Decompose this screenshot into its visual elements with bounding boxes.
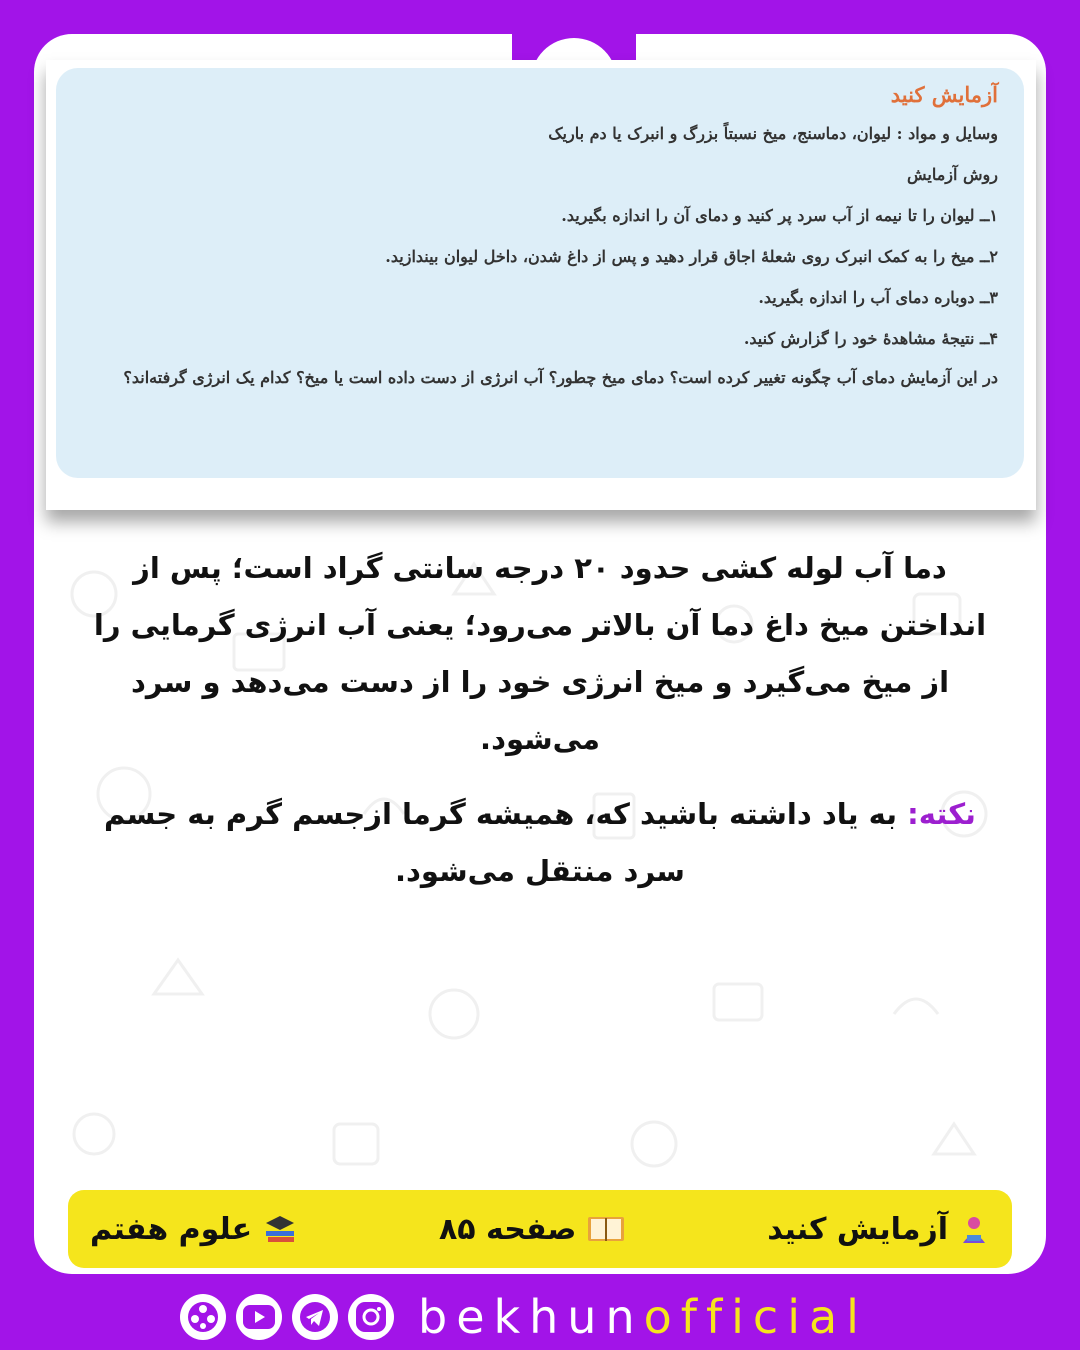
instagram-icon — [354, 1300, 388, 1334]
note-paragraph — [80, 786, 1000, 900]
brand-handle[interactable] — [418, 1290, 868, 1344]
textbook-title: آزمایش کنید — [890, 82, 998, 107]
footer-section — [767, 1212, 990, 1247]
footer-page-label: صفحه ۸۵ — [438, 1211, 577, 1247]
method-heading: روش آزمایش — [906, 165, 998, 184]
brand-handle-part2: official — [643, 1290, 868, 1344]
footer-page — [439, 1212, 626, 1247]
film-reel-button[interactable] — [180, 1294, 226, 1340]
answer-text: دما آب لوله کشی حدود ۲۰ درجه سانتی گراد است؛ پس از انداختن میخ داغ دما آن بالاتر می‌رود؛ یعنی آب انرژی گرمایی را از میخ می‌گیرد و میخ انرژی خود را از دست می‌دهد و سرد می‌شود. — [93, 551, 987, 756]
telegram-button[interactable] — [292, 1294, 338, 1340]
footer-subject-label: علوم هفتم — [90, 1211, 253, 1247]
graduation-books-icon — [262, 1213, 298, 1245]
step-3: ۳ــ دوباره دمای آب را اندازه بگیرید. — [758, 288, 998, 307]
experiment-question: در این آزمایش دمای آب چگونه تغییر کرده است؟ دمای میخ چطور؟ آب انرژی از دست داده است یا میخ؟ کدام یک انرژی گرفته‌اند؟ — [123, 368, 998, 387]
textbook-panel — [56, 68, 1024, 478]
book-icon — [586, 1213, 626, 1245]
film-reel-icon — [186, 1300, 220, 1334]
step-1: ۱ــ لیوان را تا نیمه از آب سرد پر کنید و دمای آن را اندازه بگیرید. — [561, 206, 998, 225]
step-2: ۲ــ میخ را به کمک انبرک روی شعلهٔ اجاق قرار دهید و پس از داغ شدن، داخل لیوان بیندازید. — [385, 247, 998, 266]
note-label: نکته: — [907, 797, 976, 831]
youtube-button[interactable] — [236, 1294, 282, 1340]
materials-line: وسایل و مواد : لیوان، دماسنج، میخ نسبتاً بزرگ و انبرک یا دم باریک — [548, 124, 998, 143]
note-text: به یاد داشته باشید که، همیشه گرما ازجسم گرم به جسم سرد منتقل می‌شود. — [104, 797, 908, 888]
telegram-icon — [298, 1300, 332, 1334]
step-4: ۴ــ نتیجهٔ مشاهدهٔ خود را گزارش کنید. — [743, 329, 998, 348]
answer-section — [80, 540, 1000, 900]
instagram-button[interactable] — [348, 1294, 394, 1340]
footer-subject — [90, 1212, 298, 1247]
social-bar — [180, 1287, 940, 1347]
info-footer — [68, 1190, 1012, 1268]
footer-section-label: آزمایش کنید — [767, 1211, 948, 1247]
teacher-icon — [958, 1213, 990, 1245]
youtube-icon — [242, 1304, 276, 1330]
textbook-excerpt — [46, 60, 1036, 510]
brand-handle-part1: bekhun — [418, 1290, 644, 1344]
